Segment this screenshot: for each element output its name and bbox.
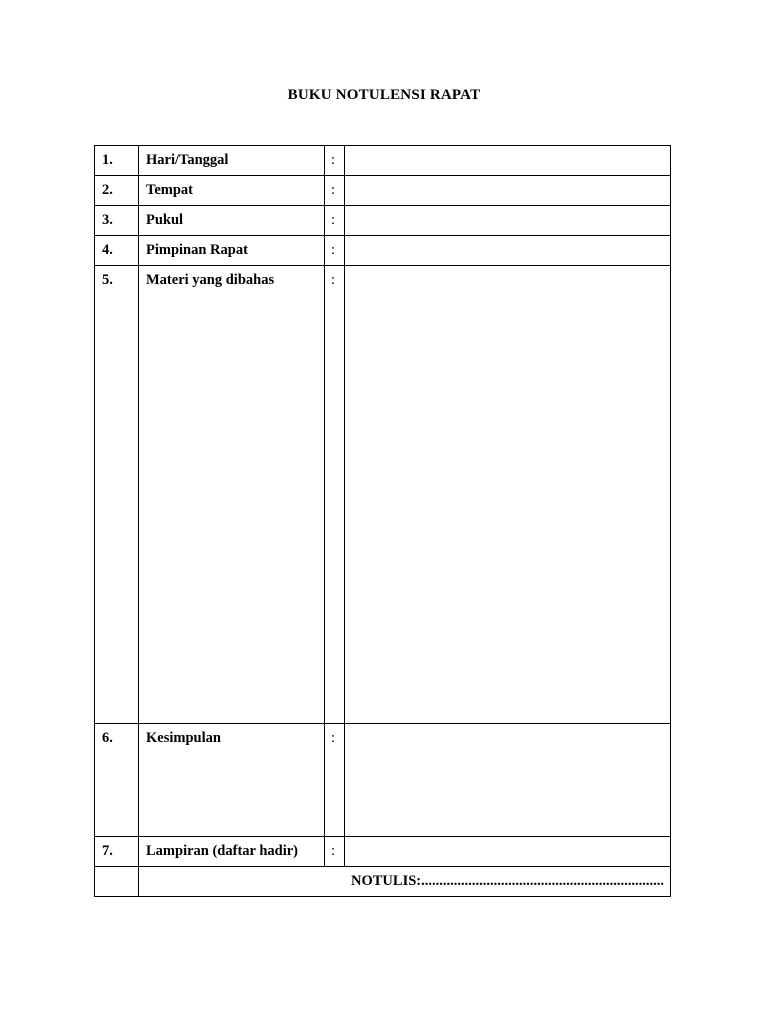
row-number: 4. bbox=[95, 236, 139, 266]
form-row-lampiran bbox=[95, 837, 671, 867]
row-colon: : bbox=[325, 724, 345, 837]
form-row-notulis bbox=[95, 867, 671, 897]
row-number: 6. bbox=[95, 724, 139, 837]
row-colon: : bbox=[325, 266, 345, 724]
pukul-field[interactable] bbox=[345, 206, 671, 236]
row-label: Pukul bbox=[139, 206, 325, 236]
form-row-kesimpulan bbox=[95, 724, 671, 837]
hari-tanggal-field[interactable] bbox=[345, 146, 671, 176]
form-row-hari-tanggal bbox=[95, 146, 671, 176]
row-number: 5. bbox=[95, 266, 139, 724]
tempat-field[interactable] bbox=[345, 176, 671, 206]
row-label: Hari/Tanggal bbox=[139, 146, 325, 176]
row-label: Materi yang dibahas bbox=[139, 266, 325, 724]
row-colon: : bbox=[325, 176, 345, 206]
minutes-form-table bbox=[94, 145, 671, 897]
row-label: Tempat bbox=[139, 176, 325, 206]
row-colon: : bbox=[325, 206, 345, 236]
lampiran-field[interactable] bbox=[345, 837, 671, 867]
kesimpulan-field[interactable] bbox=[345, 724, 671, 837]
notulis-signature-line: NOTULIS:................................................................... bbox=[139, 867, 671, 897]
row-label: Lampiran (daftar hadir) bbox=[139, 837, 325, 867]
row-colon: : bbox=[325, 236, 345, 266]
notulis-empty-cell bbox=[95, 867, 139, 897]
row-colon: : bbox=[325, 837, 345, 867]
row-number: 2. bbox=[95, 176, 139, 206]
row-number: 3. bbox=[95, 206, 139, 236]
row-label: Kesimpulan bbox=[139, 724, 325, 837]
materi-field[interactable] bbox=[345, 266, 671, 724]
row-label: Pimpinan Rapat bbox=[139, 236, 325, 266]
page-title: BUKU NOTULENSI RAPAT bbox=[287, 87, 481, 103]
form-row-pimpinan-rapat bbox=[95, 236, 671, 266]
form-row-materi bbox=[95, 266, 671, 724]
row-colon: : bbox=[325, 146, 345, 176]
row-number: 1. bbox=[95, 146, 139, 176]
form-row-tempat bbox=[95, 176, 671, 206]
form-row-pukul bbox=[95, 206, 671, 236]
row-number: 7. bbox=[95, 837, 139, 867]
pimpinan-rapat-field[interactable] bbox=[345, 236, 671, 266]
